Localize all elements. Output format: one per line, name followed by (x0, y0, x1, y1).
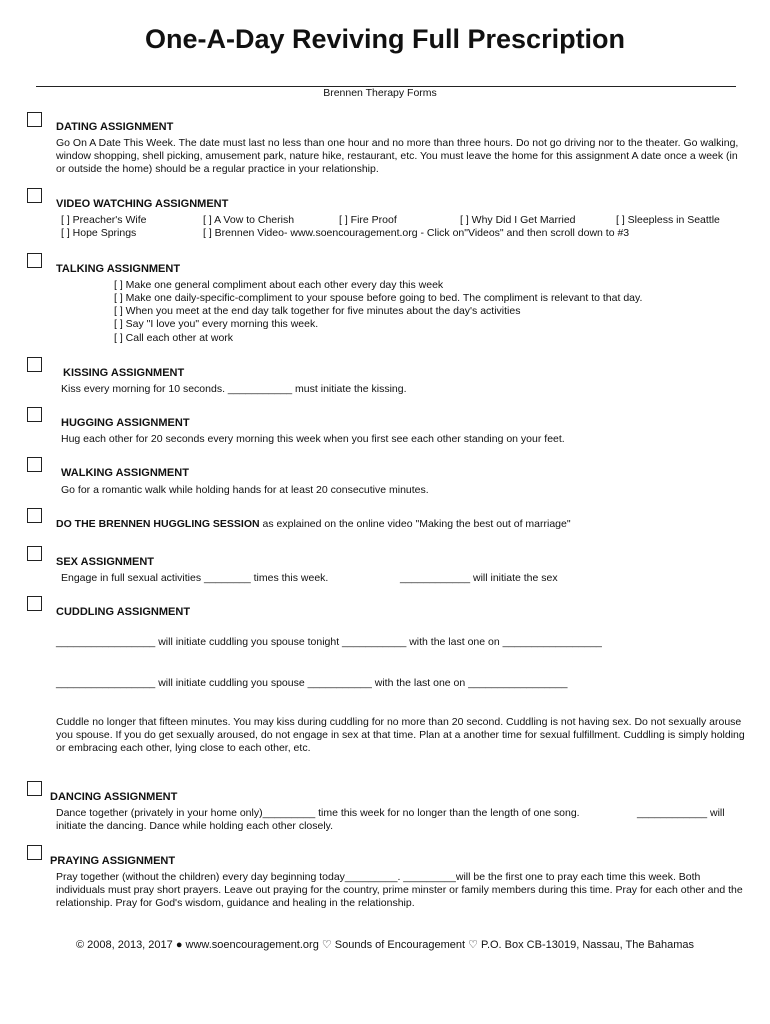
walking-heading: WALKING ASSIGNMENT (61, 467, 189, 479)
talking-item: [ ] When you meet at the end day talk together for five minutes about the day's activities (114, 305, 521, 317)
dancing-heading: DANCING ASSIGNMENT (50, 791, 178, 803)
dancing-initiator-text: ____________ will (637, 807, 725, 819)
video-checkbox[interactable] (27, 188, 42, 203)
talking-item: [ ] Make one general compliment about each other every day this week (114, 279, 444, 291)
video-item-brennen-video: [ ] Brennen Video- www.soencouragement.org - Click on"Videos" and then scroll down to #3 (203, 227, 630, 239)
sex-checkbox[interactable] (27, 546, 42, 561)
video-item-hope-springs: [ ] Hope Springs (61, 227, 137, 239)
page-subtitle: Brennen Therapy Forms (323, 87, 437, 99)
talking-item: [ ] Call each other at work (114, 332, 234, 344)
cuddling-line-1: _________________ will initiate cuddling you spouse tonight ___________ with the last one on _________________ (56, 636, 602, 648)
dancing-text-2: initiate the dancing. Dance while holding each other closely. (56, 820, 334, 832)
talking-item: [ ] Make one daily-specific-compliment to your spouse before going to bed. The compliment is relevant to that day. (114, 292, 643, 304)
praying-heading: PRAYING ASSIGNMENT (50, 855, 176, 867)
dating-checkbox[interactable] (27, 112, 42, 127)
walking-text: Go for a romantic walk while holding hands for at least 20 consecutive minutes. (61, 484, 429, 496)
video-item-sleepless-in-seattle: [ ] Sleepless in Seattle (616, 214, 720, 226)
cuddling-line-2: _________________ will initiate cuddling you spouse ___________ with the last one on _________________ (56, 677, 568, 689)
cuddling-heading: CUDDLING ASSIGNMENT (56, 606, 191, 618)
talking-item: [ ] Say "I love you" every morning this week. (114, 318, 319, 330)
kissing-heading: KISSING ASSIGNMENT (63, 367, 185, 379)
hugging-heading: HUGGING ASSIGNMENT (61, 417, 190, 429)
dancing-text: Dance together (privately in your home only)_________ time this week for no longer than the length of one song. (56, 807, 580, 819)
cuddling-checkbox[interactable] (27, 596, 42, 611)
sex-initiator-text: ____________ will initiate the sex (400, 572, 558, 584)
video-item-fire-proof: [ ] Fire Proof (339, 214, 397, 226)
video-heading: VIDEO WATCHING ASSIGNMENT (56, 198, 229, 210)
praying-text: Pray together (without the children) every day beginning today_________. _________will be the first one to pray each time this week. Both individuals must pray short prayers. Leave out praying for the country, prime minster or family members during this time. Pray for each other and the relationship. Pray for God's wisdom, guidance and healing in the relationship. (56, 871, 743, 910)
praying-checkbox[interactable] (27, 845, 42, 860)
talking-heading: TALKING ASSIGNMENT (56, 263, 181, 275)
dating-heading: DATING ASSIGNMENT (56, 121, 174, 133)
hugging-checkbox[interactable] (27, 407, 42, 422)
huggling-checkbox[interactable] (27, 508, 42, 523)
video-item-preachers-wife: [ ] Preacher's Wife (61, 214, 147, 226)
kissing-checkbox[interactable] (27, 357, 42, 372)
huggling-line (56, 518, 571, 531)
footer-text: © 2008, 2013, 2017 ● www.soencouragement.org ♡ Sounds of Encouragement ♡ P.O. Box CB-13019, Nassau, The Bahamas (75, 939, 695, 951)
talking-checkbox[interactable] (27, 253, 42, 268)
walking-checkbox[interactable] (27, 457, 42, 472)
hugging-text: Hug each other for 20 seconds every morning this week when you first see each other standing on your feet. (61, 433, 565, 445)
huggling-heading: DO THE BRENNEN HUGGLING SESSION (56, 518, 260, 530)
dancing-checkbox[interactable] (27, 781, 42, 796)
sex-heading: SEX ASSIGNMENT (56, 556, 154, 568)
sex-text: Engage in full sexual activities ________ times this week. (61, 572, 329, 584)
kissing-text: Kiss every morning for 10 seconds. ___________ must initiate the kissing. (61, 383, 407, 395)
dating-text: Go On A Date This Week. The date must last no less than one hour and no more than three hours. Do not go driving nor to the theater. Go walking, window shopping, shell picking, amusement park, nature hike, restaurant, etc. You must leave the home for this assignment A date once a week (in or outside the home) should be a regular practice in your relationship. (56, 137, 739, 176)
cuddling-text: Cuddle no longer that fifteen minutes. You may kiss during cuddling for no more than 20 second. Cuddling is not having sex. Do not sexually arouse you spouse. If you do get sexually aroused, do not engage in sex at that time. Plan at a another time for sexual fulfillment. Cuddling is simply holding or embracing each other, lying close to each other, etc. (56, 716, 745, 755)
huggling-text: as explained on the online video "Making the best out of marriage" (259, 518, 571, 530)
video-item-vow-to-cherish: [ ] A Vow to Cherish (203, 214, 295, 226)
video-item-why-did-i-get-married: [ ] Why Did I Get Married (460, 214, 576, 226)
page-title: One-A-Day Reviving Full Prescription (144, 24, 626, 54)
